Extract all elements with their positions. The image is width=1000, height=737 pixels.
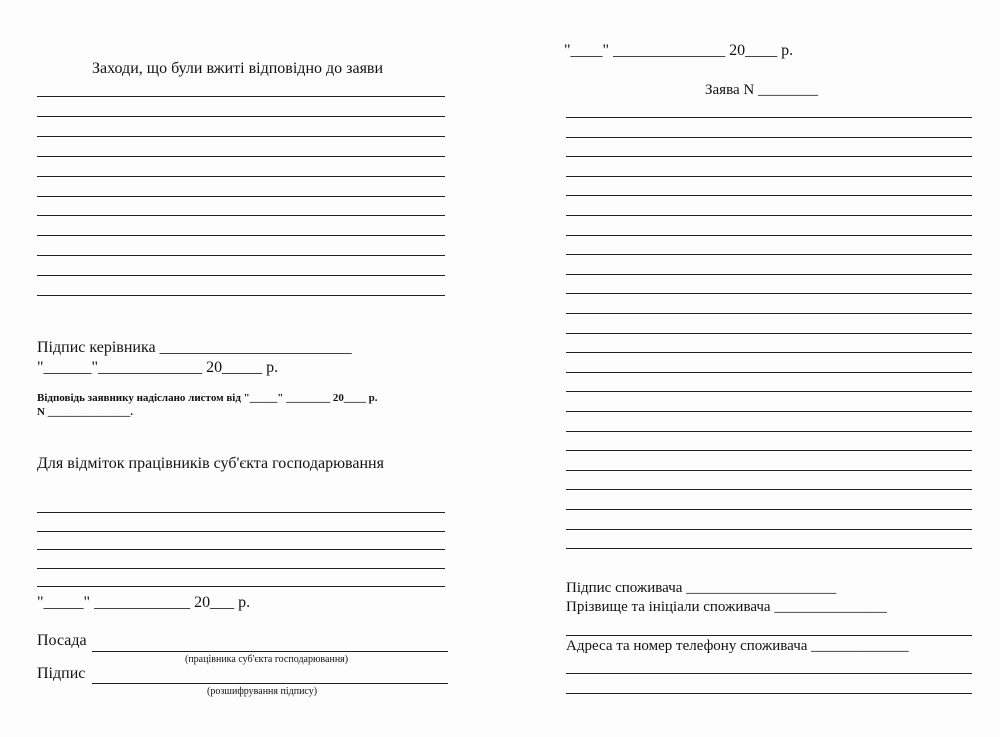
consumer-signature: Підпис споживача ____________________ bbox=[566, 580, 837, 596]
writing-line bbox=[566, 529, 972, 530]
consumer-address-line-1 bbox=[566, 673, 972, 674]
consumer-name: Прізвище та ініціали споживача _______________ bbox=[566, 599, 887, 615]
writing-line bbox=[566, 391, 972, 392]
writing-line bbox=[37, 512, 445, 513]
date-line: "____" ______________ 20____ р. bbox=[564, 42, 794, 59]
writing-line bbox=[566, 176, 972, 177]
writing-line bbox=[566, 470, 972, 471]
writing-line bbox=[566, 431, 972, 432]
reply-number-line: N _______________. bbox=[37, 406, 133, 418]
writing-line bbox=[566, 450, 972, 451]
writing-line bbox=[566, 117, 972, 118]
writing-line bbox=[566, 548, 972, 549]
writing-line bbox=[37, 136, 445, 137]
writing-line bbox=[37, 255, 445, 256]
writing-line bbox=[566, 137, 972, 138]
staff-date-line: "_____" ____________ 20___ р. bbox=[37, 594, 251, 611]
writing-line bbox=[37, 235, 445, 236]
consumer-name-extra-line bbox=[566, 635, 972, 636]
consumer-address: Адреса та номер телефону споживача _____________ bbox=[566, 638, 909, 654]
writing-line bbox=[37, 116, 445, 117]
writing-line bbox=[37, 215, 445, 216]
writing-line bbox=[37, 156, 445, 157]
staff-notes-title: Для відміток працівників суб'єкта господарювання bbox=[37, 455, 384, 472]
writing-line bbox=[37, 196, 445, 197]
writing-line bbox=[566, 274, 972, 275]
writing-line bbox=[566, 352, 972, 353]
writing-line bbox=[37, 568, 445, 569]
position-label: Посада bbox=[37, 632, 87, 649]
writing-line bbox=[566, 195, 972, 196]
writing-line bbox=[566, 235, 972, 236]
writing-line bbox=[37, 275, 445, 276]
writing-line bbox=[566, 489, 972, 490]
writing-line bbox=[566, 313, 972, 314]
writing-line bbox=[37, 295, 445, 296]
right-page bbox=[500, 0, 1000, 737]
writing-line bbox=[566, 293, 972, 294]
writing-line bbox=[566, 215, 972, 216]
writing-line bbox=[37, 586, 445, 587]
consumer-address-line-2 bbox=[566, 693, 972, 694]
signature-label: Підпис bbox=[37, 665, 86, 682]
writing-line bbox=[37, 96, 445, 97]
position-caption: (працівника суб'єкта господарювання) bbox=[185, 654, 349, 665]
writing-line bbox=[37, 531, 445, 532]
writing-line bbox=[566, 372, 972, 373]
signature-field-line bbox=[92, 683, 448, 684]
writing-line bbox=[37, 176, 445, 177]
manager-signature-label: Підпис керівника ________________________ bbox=[37, 339, 352, 356]
writing-line bbox=[566, 156, 972, 157]
reply-sent-line: Відповідь заявнику надіслано листом від "_____" ________ 20____ р. bbox=[37, 392, 378, 404]
writing-line bbox=[566, 411, 972, 412]
writing-line bbox=[566, 333, 972, 334]
measures-title: Заходи, що були вжиті відповідно до заяви bbox=[92, 60, 384, 77]
writing-line bbox=[566, 509, 972, 510]
manager-date-line: "______"_____________ 20_____ р. bbox=[37, 359, 279, 376]
signature-caption: (розшифрування підпису) bbox=[207, 686, 318, 697]
application-number: Заява N ________ bbox=[705, 82, 818, 98]
writing-line bbox=[566, 254, 972, 255]
writing-line bbox=[37, 549, 445, 550]
position-field-line bbox=[92, 651, 448, 652]
